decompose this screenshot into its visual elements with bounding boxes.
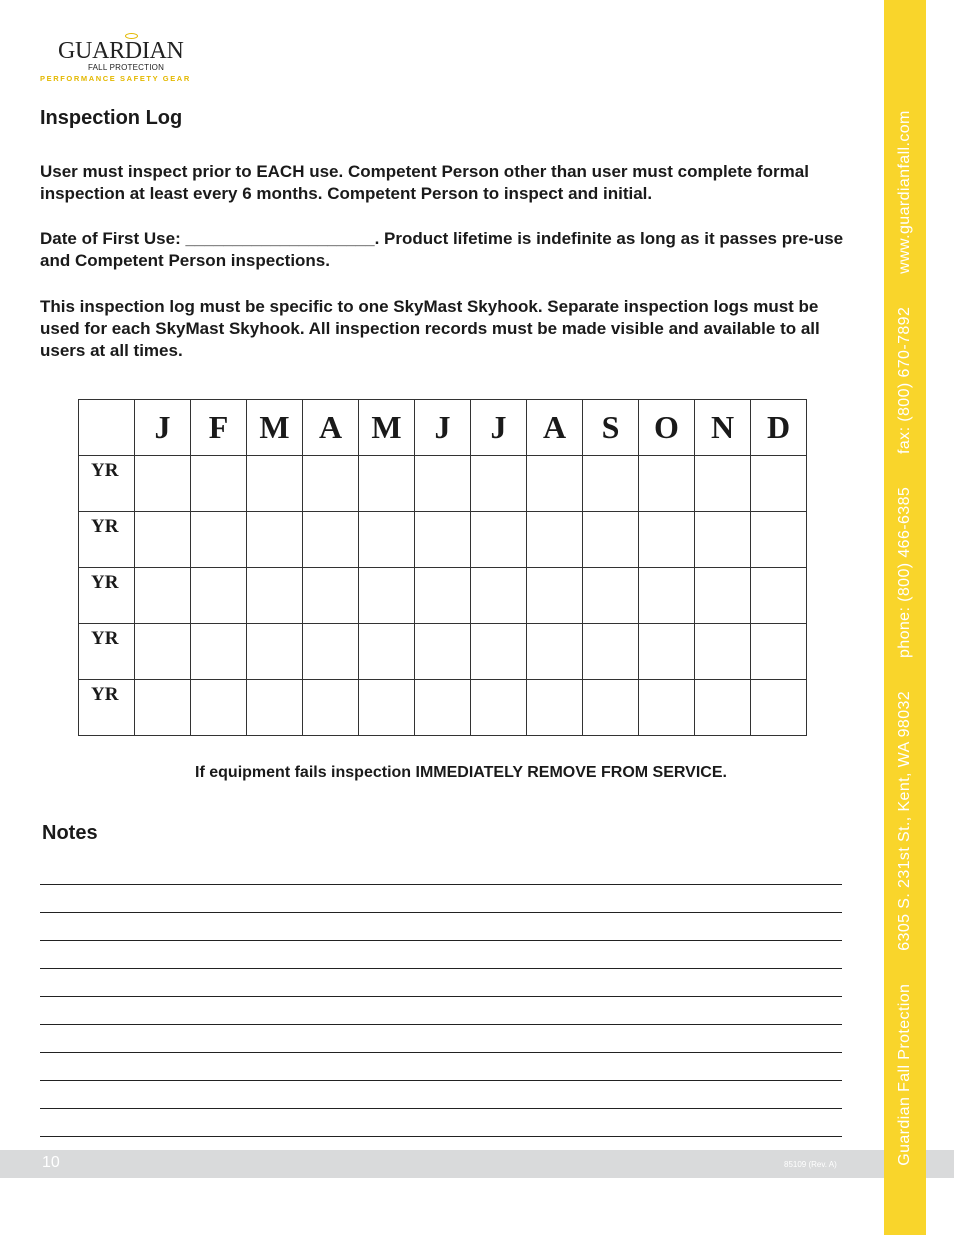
page-number: 10 (42, 1154, 60, 1171)
company-fax: fax: (800) 670-7892 (896, 306, 913, 454)
company-website[interactable]: www.guardianfall.com (896, 110, 913, 274)
month-header: A (303, 400, 359, 456)
note-line[interactable] (40, 968, 842, 969)
note-line[interactable] (40, 940, 842, 941)
initial-cell[interactable] (695, 624, 751, 680)
initial-cell[interactable] (191, 680, 247, 736)
year-row (79, 680, 807, 736)
month-header: O (639, 400, 695, 456)
initial-cell[interactable] (583, 680, 639, 736)
initial-cell[interactable] (751, 456, 807, 512)
initial-cell[interactable] (191, 456, 247, 512)
initial-cell[interactable] (639, 680, 695, 736)
initial-cell[interactable] (527, 456, 583, 512)
initial-cell[interactable] (247, 568, 303, 624)
year-row (79, 512, 807, 568)
company-address: 6305 S. 231st St., Kent, WA 98032 (896, 690, 913, 951)
initial-cell[interactable] (583, 624, 639, 680)
initial-cell[interactable] (471, 456, 527, 512)
initial-cell[interactable] (303, 512, 359, 568)
initial-cell[interactable] (247, 624, 303, 680)
log-specific-text: This inspection log must be specific to one SkyMast Skyhook. Separate inspection logs must be used for each SkyMast Skyhook. All inspection records must be made visible and available to all users at all times. (40, 297, 820, 360)
month-header: A (527, 400, 583, 456)
initial-cell[interactable] (471, 680, 527, 736)
month-header: M (247, 400, 303, 456)
initial-cell[interactable] (359, 512, 415, 568)
initial-cell[interactable] (751, 624, 807, 680)
note-line[interactable] (40, 1080, 842, 1081)
note-line[interactable] (40, 996, 842, 997)
warning-text: If equipment fails inspection IMMEDIATELY REMOVE FROM SERVICE. (195, 764, 727, 781)
month-header: J (471, 400, 527, 456)
initial-cell[interactable] (527, 680, 583, 736)
initial-cell[interactable] (527, 568, 583, 624)
initial-cell[interactable] (695, 680, 751, 736)
initial-cell[interactable] (191, 568, 247, 624)
initial-cell[interactable] (639, 456, 695, 512)
initial-cell[interactable] (639, 624, 695, 680)
initial-cell[interactable] (359, 624, 415, 680)
initial-cell[interactable] (135, 456, 191, 512)
initial-cell[interactable] (751, 512, 807, 568)
note-line[interactable] (40, 1108, 842, 1109)
initial-cell[interactable] (247, 512, 303, 568)
initial-cell[interactable] (191, 624, 247, 680)
notes-title: Notes (42, 822, 98, 844)
month-header: S (583, 400, 639, 456)
year-label: YR (79, 624, 135, 680)
initial-cell[interactable] (135, 680, 191, 736)
year-label: YR (79, 568, 135, 624)
company-phone: phone: (800) 466-6385 (896, 486, 913, 659)
initial-cell[interactable] (415, 624, 471, 680)
note-line[interactable] (40, 1024, 842, 1025)
month-header: N (695, 400, 751, 456)
logo-subtitle: FALL PROTECTION (88, 63, 165, 72)
year-label: YR (79, 680, 135, 736)
note-line[interactable] (40, 884, 842, 885)
initial-cell[interactable] (751, 568, 807, 624)
note-line[interactable] (40, 1052, 842, 1053)
month-header: F (191, 400, 247, 456)
logo-brand: GUARDIAN (58, 38, 184, 64)
document-code: 85109 (Rev. A) (784, 1160, 837, 1169)
company-name: Guardian Fall Protection (896, 983, 913, 1166)
initial-cell[interactable] (471, 568, 527, 624)
inspection-rule-text: User must inspect prior to EACH use. Competent Person other than user must complete formal inspection at least every 6 months. Competent Person to inspect and initial. (40, 162, 809, 203)
initial-cell[interactable] (695, 568, 751, 624)
initial-cell[interactable] (415, 512, 471, 568)
initial-cell[interactable] (695, 512, 751, 568)
initial-cell[interactable] (695, 456, 751, 512)
month-header: M (359, 400, 415, 456)
initial-cell[interactable] (527, 624, 583, 680)
first-use-text: Date of First Use: ____________________. Product lifetime is indefinite as long as it passes pre-use and Competent Person inspections. (40, 229, 844, 270)
initial-cell[interactable] (247, 680, 303, 736)
initial-cell[interactable] (135, 512, 191, 568)
month-header: D (751, 400, 807, 456)
initial-cell[interactable] (303, 456, 359, 512)
initial-cell[interactable] (415, 568, 471, 624)
year-row (79, 568, 807, 624)
initial-cell[interactable] (135, 568, 191, 624)
initial-cell[interactable] (359, 568, 415, 624)
note-line[interactable] (40, 1136, 842, 1137)
inspection-log-table (78, 399, 807, 736)
initial-cell[interactable] (751, 680, 807, 736)
corner-cell (79, 400, 135, 456)
initial-cell[interactable] (415, 456, 471, 512)
initial-cell[interactable] (639, 512, 695, 568)
year-row (79, 624, 807, 680)
month-header: J (135, 400, 191, 456)
initial-cell[interactable] (583, 512, 639, 568)
initial-cell[interactable] (471, 624, 527, 680)
initial-cell[interactable] (135, 624, 191, 680)
initial-cell[interactable] (247, 456, 303, 512)
initial-cell[interactable] (359, 456, 415, 512)
note-line[interactable] (40, 912, 842, 913)
initial-cell[interactable] (359, 680, 415, 736)
initial-cell[interactable] (527, 512, 583, 568)
month-header: J (415, 400, 471, 456)
year-row (79, 456, 807, 512)
initial-cell[interactable] (303, 568, 359, 624)
initial-cell[interactable] (583, 456, 639, 512)
initial-cell[interactable] (639, 568, 695, 624)
year-label: YR (79, 456, 135, 512)
initial-cell[interactable] (471, 512, 527, 568)
initial-cell[interactable] (191, 512, 247, 568)
initial-cell[interactable] (303, 680, 359, 736)
initial-cell[interactable] (415, 680, 471, 736)
page-title: Inspection Log (40, 107, 183, 129)
initial-cell[interactable] (583, 568, 639, 624)
month-header-row (79, 400, 807, 456)
initial-cell[interactable] (303, 624, 359, 680)
contact-info (896, 78, 914, 1198)
logo-tagline: PERFORMANCE SAFETY GEAR (40, 74, 191, 83)
year-label: YR (79, 512, 135, 568)
company-logo (40, 38, 191, 88)
